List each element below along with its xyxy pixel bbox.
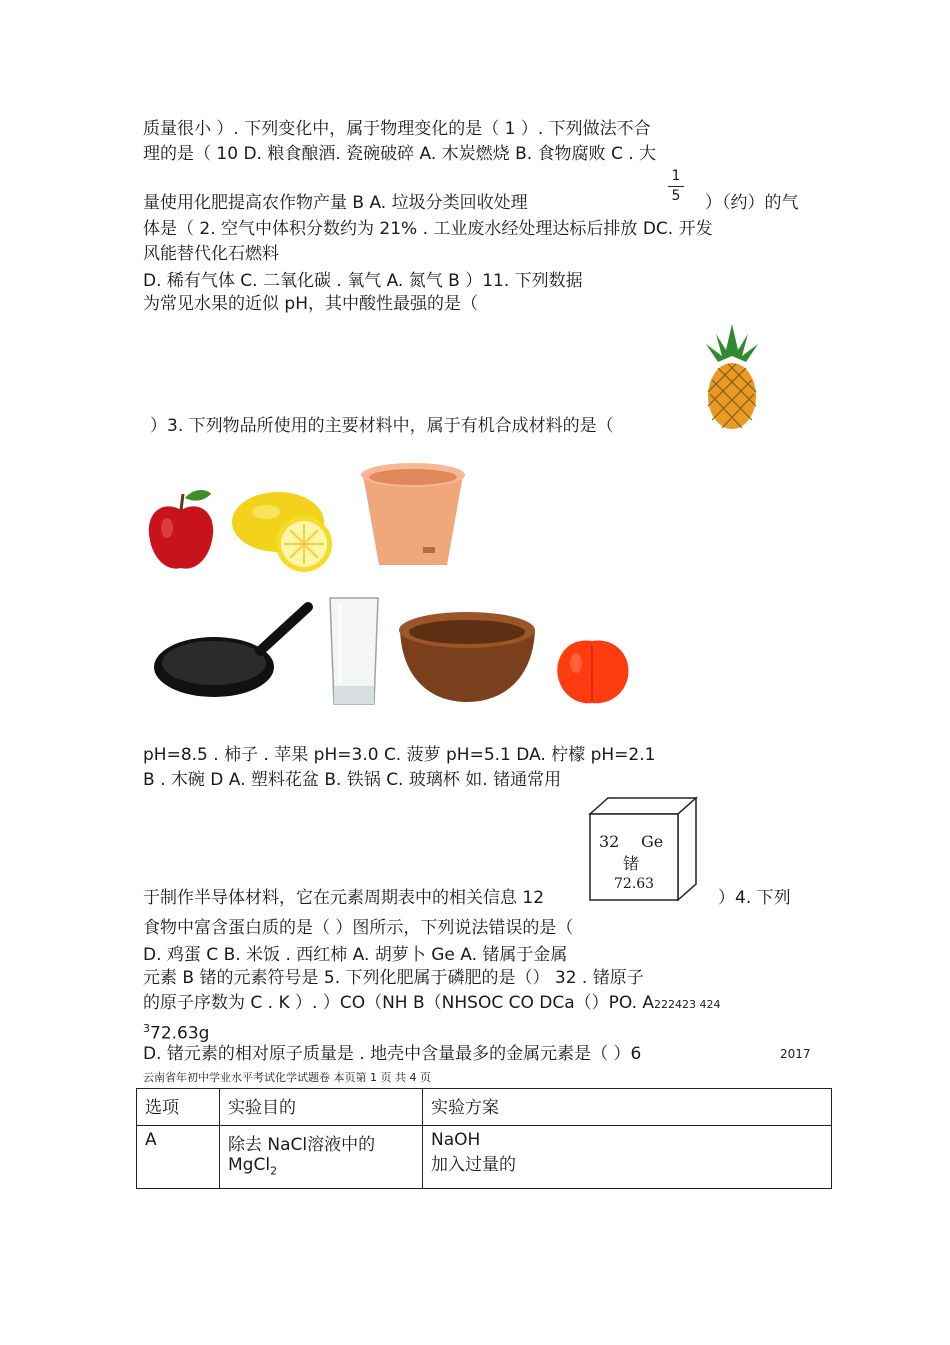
fraction-denominator: 5 (671, 188, 681, 204)
fraction-numerator: 1 (671, 168, 681, 184)
germanium-element-tile (586, 796, 700, 904)
text-line-15-subscripts: 222423 424 (654, 998, 721, 1011)
fraction-one-fifth (668, 168, 684, 205)
lemon-image (226, 482, 344, 575)
text-line-11-tail: ）4. 下列 (718, 888, 791, 908)
page-footer: 云南省年初中学业水平考试化学试题卷 本页第 1 页 共 4 页 (143, 1071, 431, 1084)
header-purpose: 实验目的 (220, 1089, 423, 1126)
text-line-10: B . 木碗 D A. 塑料花盆 B. 铁锅 C. 玻璃杯 如. 锗通常用 (143, 770, 562, 790)
wooden-bowl-image (392, 600, 543, 710)
text-line-15-main: 的原子序数为 C . K ）. ）CO（NH B（NHSOC CO DCa（）PO. A (143, 993, 655, 1013)
text-line-15 (143, 992, 721, 1016)
text-line-8: ）3. 下列物品所使用的主要材料中，属于有机合成材料的是（ (150, 416, 614, 436)
text-line-3-tail: ）（约）的气 (705, 193, 799, 213)
tomato-image (550, 633, 635, 710)
text-line-9: pH=8.5 . 柿子 . 苹果 pH=3.0 C. 菠萝 pH=5.1 DA. 柠檬 pH=2.1 (143, 745, 656, 765)
cell-option: A (137, 1126, 220, 1189)
text-line-13: D. 鸡蛋 C B. 米饭 . 西红柿 A. 胡萝卜 Ge A. 锗属于金属 (143, 945, 568, 965)
text-line-16 (143, 1018, 209, 1045)
header-plan: 实验方案 (423, 1089, 832, 1126)
text-line-5: 风能替代化石燃料 (143, 244, 279, 264)
element-name: 锗 (623, 854, 640, 873)
apple-image (143, 482, 219, 575)
text-line-2: 理的是（ 10 D. 粮食酿酒. 瓷碗破碎 A. 木炭燃烧 B. 食物腐败 C . 大 (143, 144, 657, 164)
cell-plan (423, 1126, 832, 1189)
fraction-bar (668, 186, 684, 187)
cell-purpose-line-2 (228, 1155, 414, 1177)
text-line-17: D. 锗元素的相对原子质量是 . 地壳中含量最多的金属元素是（ ）6 (143, 1044, 642, 1064)
text-line-12: 食物中富含蛋白质的是（ ）图所示，下列说法错误的是（ (143, 918, 574, 938)
text-line-11: 于制作半导体材料，它在元素周期表中的相关信息 12 (143, 888, 545, 908)
cell-purpose (220, 1126, 423, 1189)
experiment-table (136, 1088, 832, 1189)
text-line-6: D. 稀有气体 C. 二氧化碳 . 氧气 A. 氮气 B ）11. 下列数据 (143, 271, 583, 291)
text-line-3: 量使用化肥提高农作物产量 B A. 垃圾分类回收处理 (143, 193, 528, 213)
header-option: 选项 (137, 1089, 220, 1126)
text-line-7: 为常见水果的近似 pH，其中酸性最强的是（ (143, 294, 478, 314)
cell-purpose-line-1: 除去 NaCl溶液中的 (228, 1135, 376, 1155)
table-header-row (137, 1089, 832, 1126)
text-line-4: 体是（ 2. 空气中体积分数约为 21% . 工业废水经处理达标后排放 DC. 开发 (143, 219, 713, 239)
cell-purpose-formula: MgCl (228, 1155, 271, 1175)
pineapple-image (696, 320, 768, 432)
element-atomic-mass: 72.63 (614, 876, 655, 892)
cell-plan-line-1: NaOH (431, 1130, 481, 1150)
text-line-1: 质量很小 ）. 下列变化中，属于物理变化的是（ 1 ）. 下列做法不合 (143, 119, 651, 139)
glass-cup-image (324, 594, 384, 710)
text-line-16-superscript: 3 (143, 1022, 150, 1035)
text-line-14: 元素 B 锗的元素符号是 5. 下列化肥属于磷肥的是（） 32 . 锗原子 (143, 968, 644, 988)
element-symbol: Ge (641, 832, 664, 851)
text-line-16-main: 72.63g (150, 1023, 210, 1044)
cell-plan-line-2: 加入过量的 (431, 1155, 516, 1175)
frying-pan-image (150, 597, 316, 710)
element-atomic-number: 32 (599, 832, 620, 851)
cell-purpose-subscript: 2 (270, 1164, 278, 1178)
flower-pot-image (353, 453, 473, 575)
year-label: 2017 (780, 1047, 811, 1061)
table-row (137, 1126, 832, 1189)
